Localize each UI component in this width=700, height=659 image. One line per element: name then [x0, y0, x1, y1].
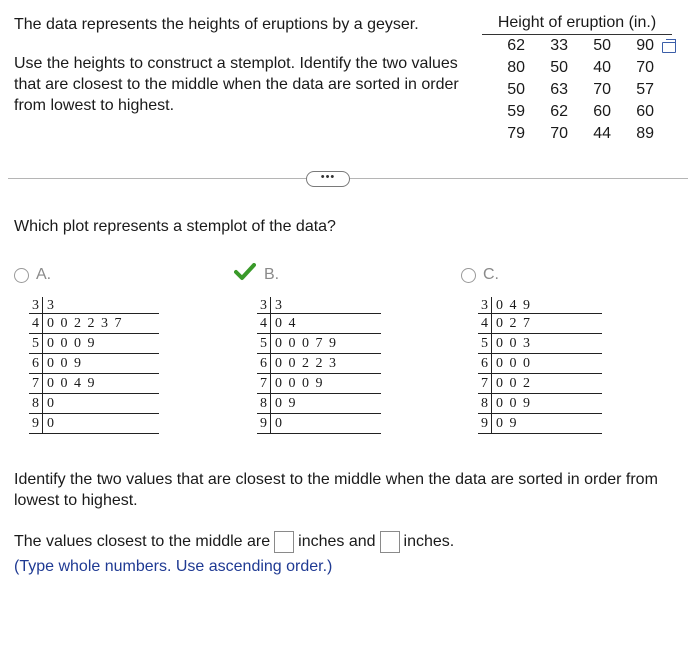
option-b[interactable] [242, 266, 279, 284]
data-table-cell: 57 [636, 81, 654, 98]
stemplot-row [29, 354, 159, 374]
stemplot-row [478, 414, 602, 434]
leaf-values: 0 0 0 7 9 [275, 336, 338, 351]
data-table-cell: 62 [507, 37, 525, 54]
answer-input-1[interactable] [274, 531, 294, 553]
leaf-values: 3 [47, 298, 56, 313]
stem-value: 8 [478, 394, 492, 413]
data-table-cell: 80 [507, 59, 525, 76]
answer-middle: inches and [298, 533, 376, 550]
stemplot-row [257, 394, 381, 414]
stemplot-row [29, 394, 159, 414]
data-table-cell: 70 [550, 125, 568, 142]
leaf-values: 0 0 2 2 3 [275, 356, 338, 371]
stemplot-row [257, 374, 381, 394]
stem-value: 3 [478, 297, 492, 313]
stem-value: 6 [29, 354, 43, 373]
leaf-values: 0 0 2 2 3 7 [47, 316, 123, 331]
stem-value: 4 [478, 314, 492, 333]
data-table-row [482, 79, 672, 101]
stem-value: 5 [29, 334, 43, 353]
data-table-row [482, 101, 672, 123]
option-a-label: A. [36, 266, 52, 283]
stemplot-a [29, 297, 159, 434]
leaf-values: 0 0 9 [47, 356, 83, 371]
leaf-values: 0 [47, 416, 56, 431]
stemplot-row [29, 414, 159, 434]
option-a[interactable] [14, 266, 51, 284]
stemplot-row [478, 374, 602, 394]
data-table-row [482, 123, 672, 145]
leaf-values: 0 0 0 9 [47, 336, 96, 351]
stem-value: 9 [478, 414, 492, 433]
option-b-label: B. [264, 266, 280, 283]
data-table-cell: 50 [593, 37, 611, 54]
stemplot-row [478, 354, 602, 374]
stemplot-row [257, 334, 381, 354]
leaf-values: 0 9 [496, 416, 518, 431]
leaf-values: 0 0 4 9 [47, 376, 96, 391]
leaf-values: 0 0 0 9 [275, 376, 324, 391]
data-table-row [482, 35, 672, 57]
stem-value: 7 [257, 374, 271, 393]
more-button[interactable]: ••• [306, 171, 350, 187]
data-table-cell: 63 [550, 81, 568, 98]
radio-option-a[interactable] [14, 268, 29, 283]
data-table-cell: 60 [593, 103, 611, 120]
stem-value: 9 [257, 414, 271, 433]
stem-value: 3 [257, 297, 271, 313]
instruction-text: Use the heights to construct a stemplot. Identify the two values that are closest to the middle when the data are sorted in order from lowest to highest. [14, 55, 459, 114]
stemplot-row [29, 374, 159, 394]
leaf-values: 0 4 9 [496, 298, 532, 313]
data-table-row [482, 57, 672, 79]
answer-prefix: The values closest to the middle are [14, 533, 271, 550]
stem-value: 5 [478, 334, 492, 353]
radio-option-c[interactable] [461, 268, 476, 283]
data-table [482, 12, 672, 145]
intro-text: The data represents the heights of eruptions by a geyser. [14, 16, 419, 33]
stemplot-row [478, 334, 602, 354]
leaf-values: 0 [47, 396, 56, 411]
answer-suffix: inches. [403, 533, 455, 550]
stemplot-row [29, 334, 159, 354]
stemplot-row [478, 314, 602, 334]
stemplot-row [29, 314, 159, 334]
data-table-title: Height of eruption (in.) [482, 12, 672, 35]
stem-value: 7 [478, 374, 492, 393]
leaf-values: 3 [275, 298, 284, 313]
stem-value: 8 [29, 394, 43, 413]
stemplot-row [478, 394, 602, 414]
stemplot-row [478, 297, 602, 314]
leaf-values: 0 0 0 [496, 356, 532, 371]
stem-value: 8 [257, 394, 271, 413]
stem-value: 3 [29, 297, 43, 313]
stem-value: 6 [257, 354, 271, 373]
data-table-cell: 40 [593, 59, 611, 76]
stem-value: 4 [257, 314, 271, 333]
stemplot-b [257, 297, 381, 434]
question-text: Which plot represents a stemplot of the data? [14, 218, 336, 235]
data-table-cell: 50 [507, 81, 525, 98]
data-table-cell: 70 [593, 81, 611, 98]
stem-value: 7 [29, 374, 43, 393]
data-table-cell: 90 [636, 37, 654, 54]
copy-icon[interactable] [662, 42, 676, 53]
hint-text: (Type whole numbers. Use ascending order.) [14, 558, 333, 575]
leaf-values: 0 [275, 416, 284, 431]
data-table-cell: 62 [550, 103, 568, 120]
stem-value: 5 [257, 334, 271, 353]
stemplot-row [257, 414, 381, 434]
answer-input-2[interactable] [380, 531, 400, 553]
stem-value: 4 [29, 314, 43, 333]
data-table-body [482, 35, 672, 145]
leaf-values: 0 4 [275, 316, 297, 331]
identify-text: Identify the two values that are closest to the middle when the data are sorted in order from lowest to highest. [14, 471, 658, 509]
stemplot-row [257, 297, 381, 314]
data-table-cell: 89 [636, 125, 654, 142]
stemplot-row [257, 354, 381, 374]
leaf-values: 0 9 [275, 396, 297, 411]
option-c[interactable] [461, 266, 499, 284]
leaf-values: 0 0 3 [496, 336, 532, 351]
stem-value: 9 [29, 414, 43, 433]
data-table-cell: 50 [550, 59, 568, 76]
data-table-cell: 70 [636, 59, 654, 76]
data-table-cell: 59 [507, 103, 525, 120]
stemplot-row [257, 314, 381, 334]
data-table-cell: 33 [550, 37, 568, 54]
data-table-cell: 79 [507, 125, 525, 142]
data-table-cell: 44 [593, 125, 611, 142]
answer-line [14, 531, 454, 553]
leaf-values: 0 0 9 [496, 396, 532, 411]
stem-value: 6 [478, 354, 492, 373]
stemplot-c [478, 297, 602, 434]
stemplot-row [29, 297, 159, 314]
leaf-values: 0 2 7 [496, 316, 532, 331]
option-c-label: C. [483, 266, 499, 283]
data-table-cell: 60 [636, 103, 654, 120]
leaf-values: 0 0 2 [496, 376, 532, 391]
